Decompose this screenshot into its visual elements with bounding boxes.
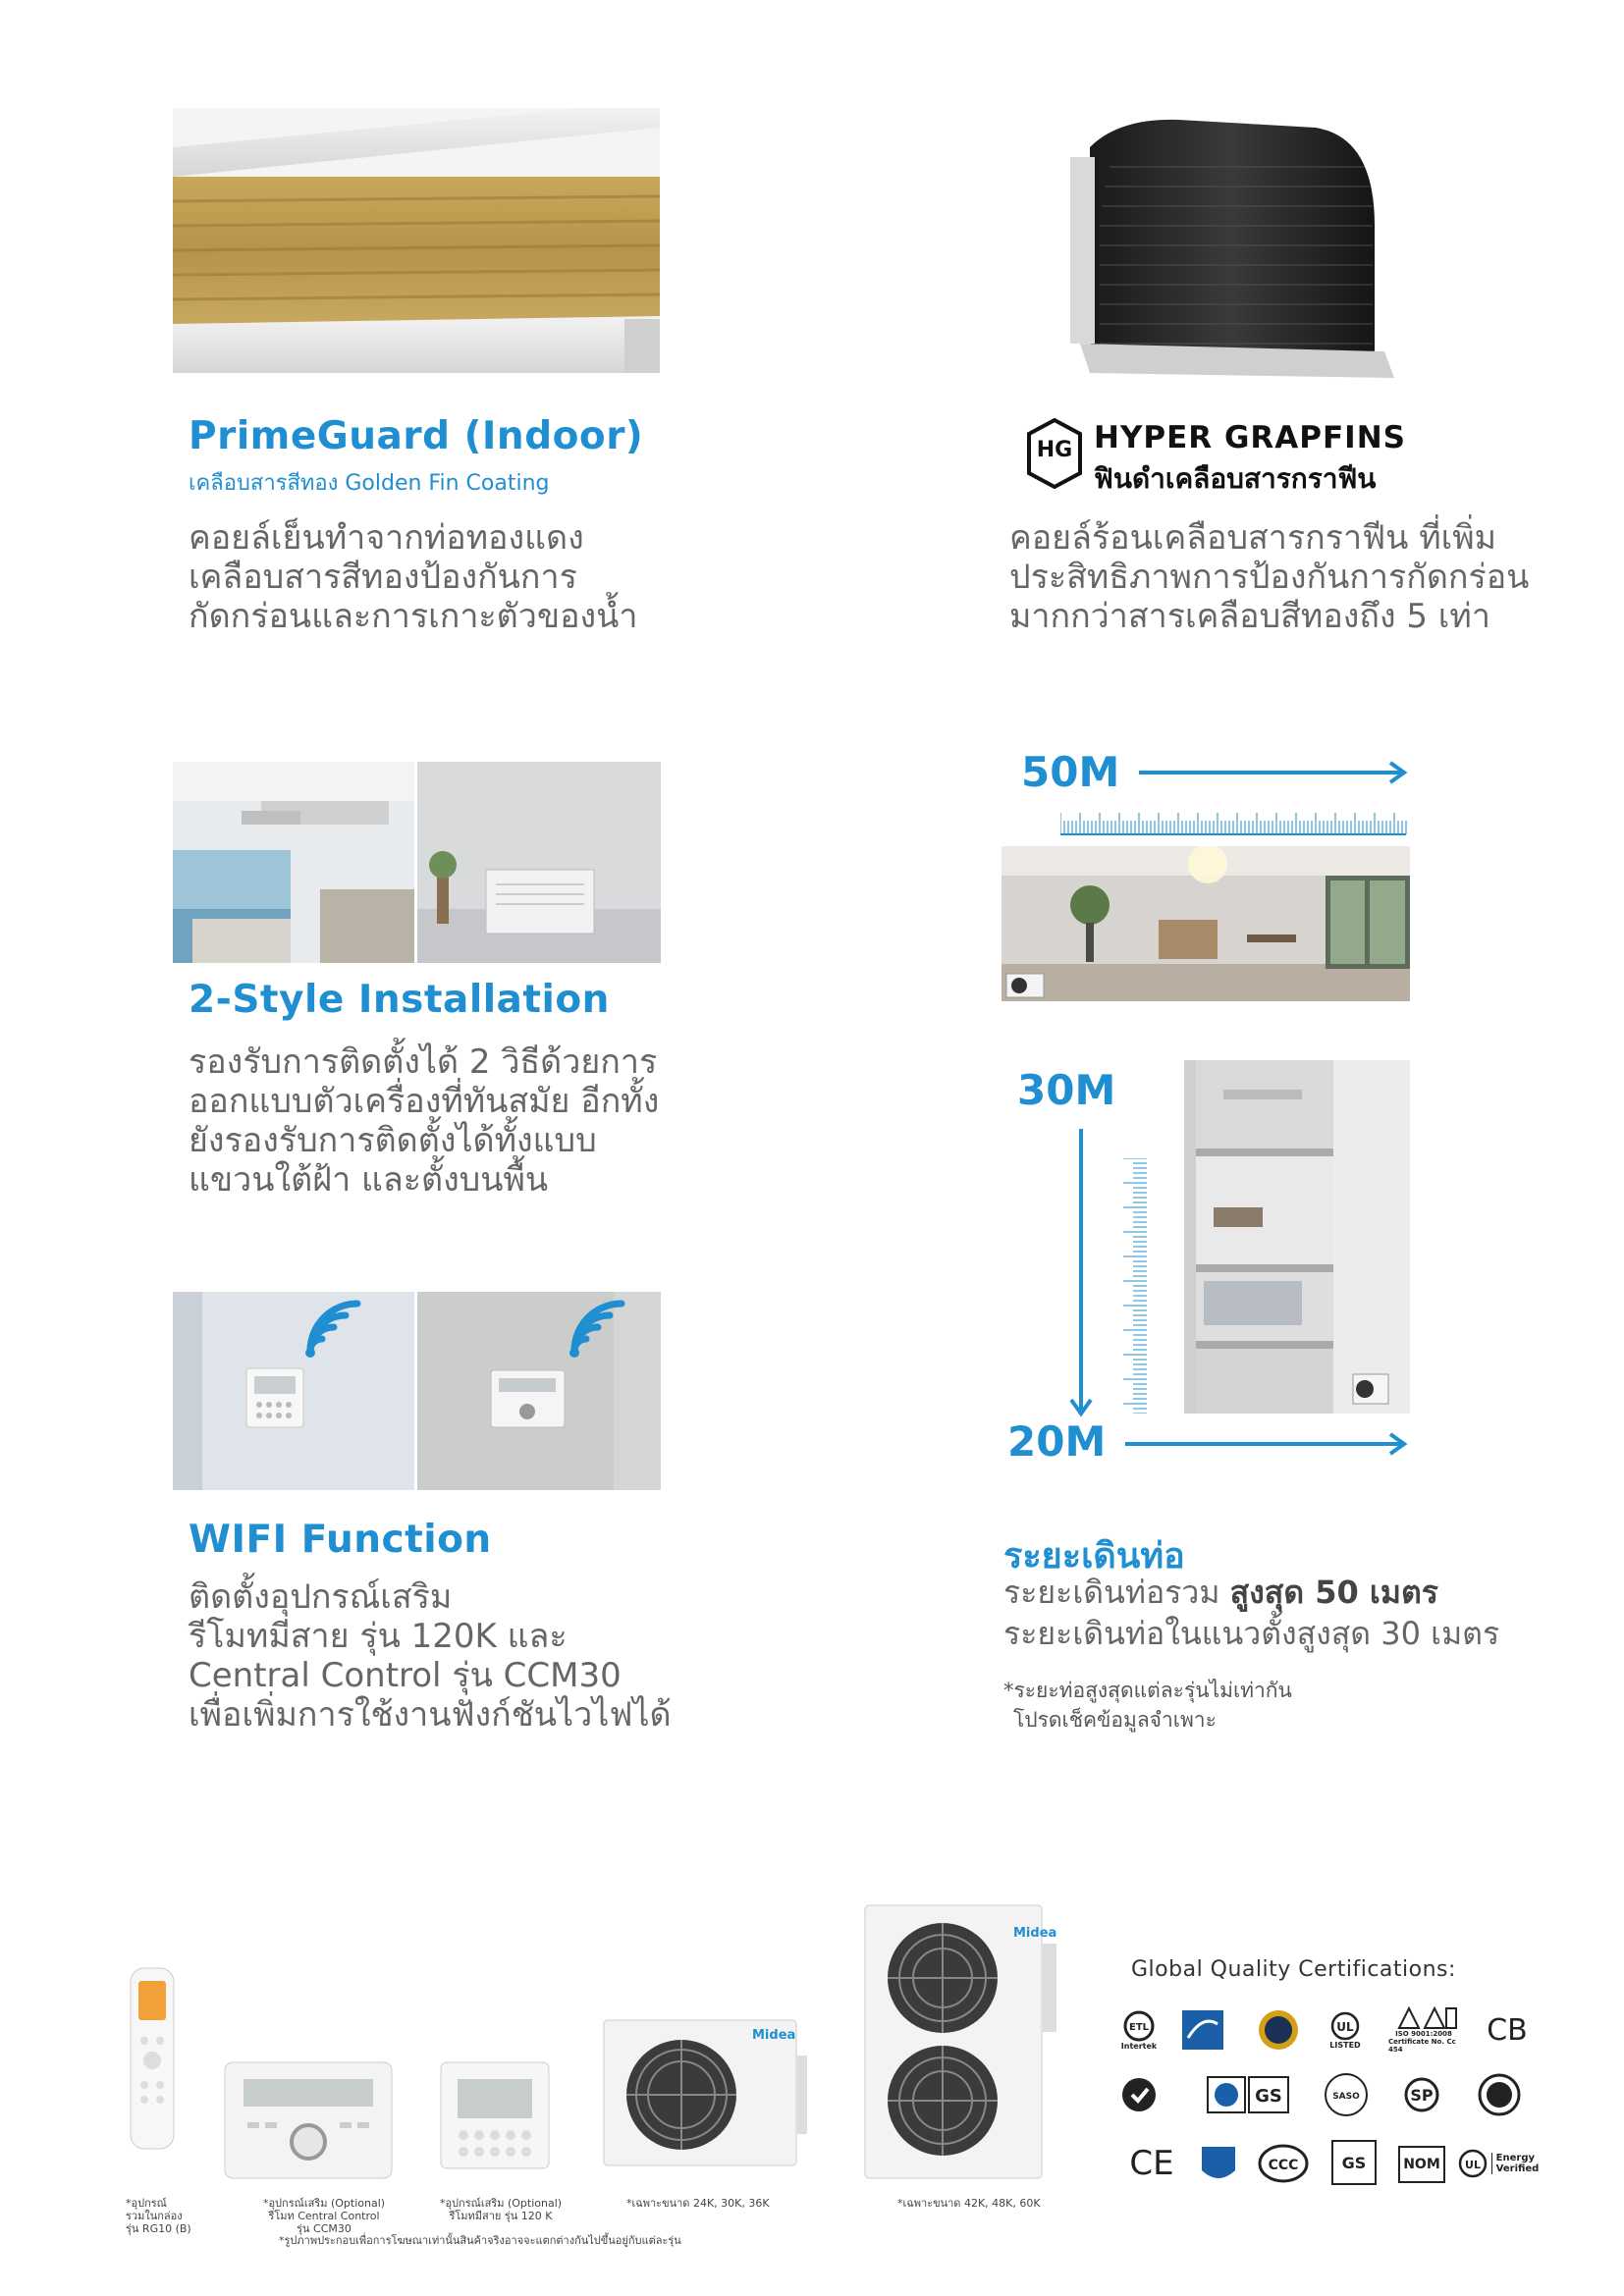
caption-wired-remote-line-1: *อุปกรณ์เสริม (Optional) — [439, 2197, 563, 2210]
midea-logo-large-unit: Midea — [1013, 1926, 1057, 1941]
ceiling-installation-image — [173, 762, 414, 963]
caption-wired-remote-line-2: รีโมทมีสาย รุ่น 120 K — [449, 2210, 553, 2222]
tuv-rheinland-icon — [1196, 2140, 1241, 2187]
tuv-gs-icon — [1206, 2073, 1290, 2116]
wired-remote-wall-image — [173, 1292, 414, 1490]
svg-text:GS: GS — [1255, 2086, 1282, 2107]
csa-icon — [1400, 2073, 1453, 2116]
ir-remote-image — [130, 1967, 175, 2150]
caption-outdoor-large — [897, 2197, 1041, 2210]
ccc-icon — [1257, 2142, 1310, 2185]
piping-note-1: *ระยะท่อสูงสุดแต่ละรุ่นไม่เท่ากัน — [1003, 1679, 1292, 1702]
label-50m: 50M — [1021, 748, 1120, 796]
ruler-vertical — [1119, 1158, 1149, 1414]
nom-icon — [1398, 2146, 1445, 2183]
installation-description — [189, 1042, 659, 1200]
cul-us-listed-icon — [1316, 2006, 1375, 2054]
floor-installation-image — [417, 762, 661, 963]
midea-logo: Midea — [752, 2028, 796, 2043]
ul-energy-verified-icon — [1457, 2144, 1540, 2183]
outdoor-unit-single-fan-image — [603, 2016, 807, 2169]
installation-line-3: ยังรองรับการติดตั้งได้ทั้งแบบ — [189, 1121, 597, 1160]
primeguard-line-1: คอยล์เย็นทำจากท่อทองแดง — [189, 518, 584, 558]
caption-ir-remote-line-3: รุ่น RG10 (B) — [126, 2222, 191, 2235]
verified-label: Verified — [1495, 2163, 1540, 2174]
caption-ir-remote-line-2: รวมในกล่อง — [126, 2210, 183, 2222]
caption-ir-remote-line-1: *อุปกรณ์ — [126, 2197, 167, 2210]
office-room-image — [1001, 846, 1410, 1001]
hyper-grapfins-description — [1009, 518, 1529, 636]
caption-ir-remote — [126, 2197, 214, 2235]
certifications-title: Global Quality Certifications: — [1131, 1957, 1456, 1982]
caption-outdoor-large-line-1: *เฉพาะขนาด 42K, 48K, 60K — [897, 2197, 1041, 2210]
etl-intertek-icon — [1115, 2006, 1163, 2054]
central-control-product-image — [224, 2061, 393, 2179]
primeguard-subtitle: เคลือบสารสีทอง Golden Fin Coating — [189, 471, 550, 496]
listed-label: LISTED — [1329, 2040, 1361, 2050]
hyper-grapfins-brand-thai: ฟินดำเคลือบสารกราฟีน — [1094, 462, 1377, 495]
caption-outdoor-small-line-1: *เฉพาะขนาด 24K, 30K, 36K — [626, 2197, 770, 2210]
piping-line-1-prefix: ระยะเดินท่อรวม — [1003, 1574, 1230, 1611]
wifi-description — [189, 1577, 672, 1735]
primeguard-description — [189, 518, 637, 636]
wifi-line-1: ติดตั้งอุปกรณ์เสริม — [189, 1577, 453, 1617]
svg-text:SP: SP — [1410, 2086, 1434, 2105]
caption-outdoor-small — [626, 2197, 770, 2210]
piping-note-2: โปรดเช็คข้อมูลจำเพาะ — [1013, 1708, 1217, 1732]
outdoor-unit-black-fin-image — [1060, 108, 1404, 402]
svg-text:ETL: ETL — [1128, 2021, 1150, 2033]
golden-fin-image — [173, 108, 660, 373]
primeguard-title: PrimeGuard (Indoor) — [189, 414, 644, 458]
cc-mark-icon — [1117, 2073, 1161, 2116]
wired-remote-product-image — [440, 2061, 550, 2169]
caption-central-control-line-1: *อุปกรณ์เสริม (Optional) — [262, 2197, 386, 2210]
wifi-line-4: เพื่อเพิ่มการใช้งานฟังก์ชันไวไฟได้ — [189, 1695, 672, 1735]
installation-title: 2-Style Installation — [189, 978, 610, 1022]
installation-line-1: รองรับการติดตั้งได้ 2 วิธีด้วยการ — [189, 1042, 658, 1082]
piping-line-1-bold: สูงสุด 50 เมตร — [1229, 1574, 1438, 1611]
piping-line-2: ระยะเดินท่อในแนวตั้งสูงสุด 30 เมตร — [1003, 1615, 1500, 1652]
iso-9001-icon — [1388, 2002, 1459, 2057]
svg-text:UL: UL — [1336, 2019, 1354, 2034]
arrow-50m — [1139, 758, 1414, 787]
label-20m: 20M — [1007, 1417, 1107, 1466]
hyper-grapfins-line-3: มากกว่าสารเคลือบสีทองถึง 5 เท่า — [1009, 597, 1490, 636]
caption-wired-remote — [422, 2197, 579, 2222]
primeguard-line-3: กัดกร่อนและการเกาะตัวของน้ำ — [189, 597, 638, 636]
caption-central-control-line-3: รุ่น CCM30 — [297, 2222, 352, 2235]
central-control-wall-image — [417, 1292, 661, 1490]
outdoor-unit-dual-fan-image — [864, 1904, 1058, 2179]
cb-icon: CB — [1487, 2012, 1528, 2048]
hyper-grapfins-line-2: ประสิทธิภาพการป้องกันการกัดกร่อน — [1009, 558, 1530, 597]
saso-icon — [1322, 2071, 1371, 2118]
sgs-icon — [1327, 2136, 1380, 2189]
svg-text:UL: UL — [1464, 2159, 1481, 2171]
ruler-horizontal — [1060, 807, 1409, 836]
image-disclaimer-footnote: *รูปภาพประกอบเพื่อการโฆษณาเท่านั้นสินค้าจริงอาจจะแตกต่างกันไปขึ้นอยู่กับแต่ละรุ่น — [279, 2234, 681, 2247]
svg-text:CCC: CCC — [1268, 2158, 1299, 2173]
energy-star-icon — [1180, 2008, 1225, 2052]
iso-label: ISO 9001:2008 — [1395, 2030, 1452, 2038]
label-30m: 30M — [1017, 1066, 1116, 1114]
multi-storey-building-image — [1184, 1060, 1410, 1414]
installation-line-2: ออกแบบตัวเครื่องที่ทันสมัย อีกทั้ง — [189, 1082, 660, 1121]
caption-central-control — [245, 2197, 403, 2235]
arrow-20m — [1125, 1429, 1414, 1459]
piping-title: ระยะเดินท่อ — [1003, 1536, 1185, 1576]
piping-line-1 — [1003, 1573, 1438, 1612]
energy-label: Energy — [1495, 2153, 1535, 2163]
quality-badge-icon — [1257, 2008, 1300, 2052]
s-mark-icon — [1477, 2071, 1522, 2118]
primeguard-line-2: เคลือบสารสีทองป้องกันการ — [189, 558, 577, 597]
caption-central-control-line-2: รีโมท Central Control — [268, 2210, 380, 2222]
wifi-line-2: รีโมทมีสาย รุ่น 120K และ — [189, 1617, 568, 1656]
svg-text:GS: GS — [1341, 2154, 1367, 2172]
iso-cert-label: Certificate No. Cc 454 — [1388, 2038, 1456, 2054]
ce-icon: CE — [1129, 2144, 1174, 2183]
installation-line-4: แขวนใต้ฝ้า และตั้งบนพื้น — [189, 1160, 549, 1200]
wifi-line-3: Central Control รุ่น CCM30 — [189, 1656, 622, 1695]
hyper-grapfins-brand: HYPER GRAPFINS — [1094, 420, 1406, 455]
hg-logo-letters: HG — [1036, 438, 1073, 462]
saso-label: SASO — [1332, 2092, 1360, 2102]
hyper-grapfins-logo — [1027, 418, 1082, 489]
nom-label: NOM — [1403, 2157, 1440, 2172]
arrow-vertical — [1066, 1129, 1096, 1423]
hyper-grapfins-line-1: คอยล์ร้อนเคลือบสารกราฟีน ที่เพิ่ม — [1009, 518, 1497, 558]
wifi-title: WIFI Function — [189, 1518, 492, 1562]
intertek-label: Intertek — [1120, 2041, 1158, 2051]
